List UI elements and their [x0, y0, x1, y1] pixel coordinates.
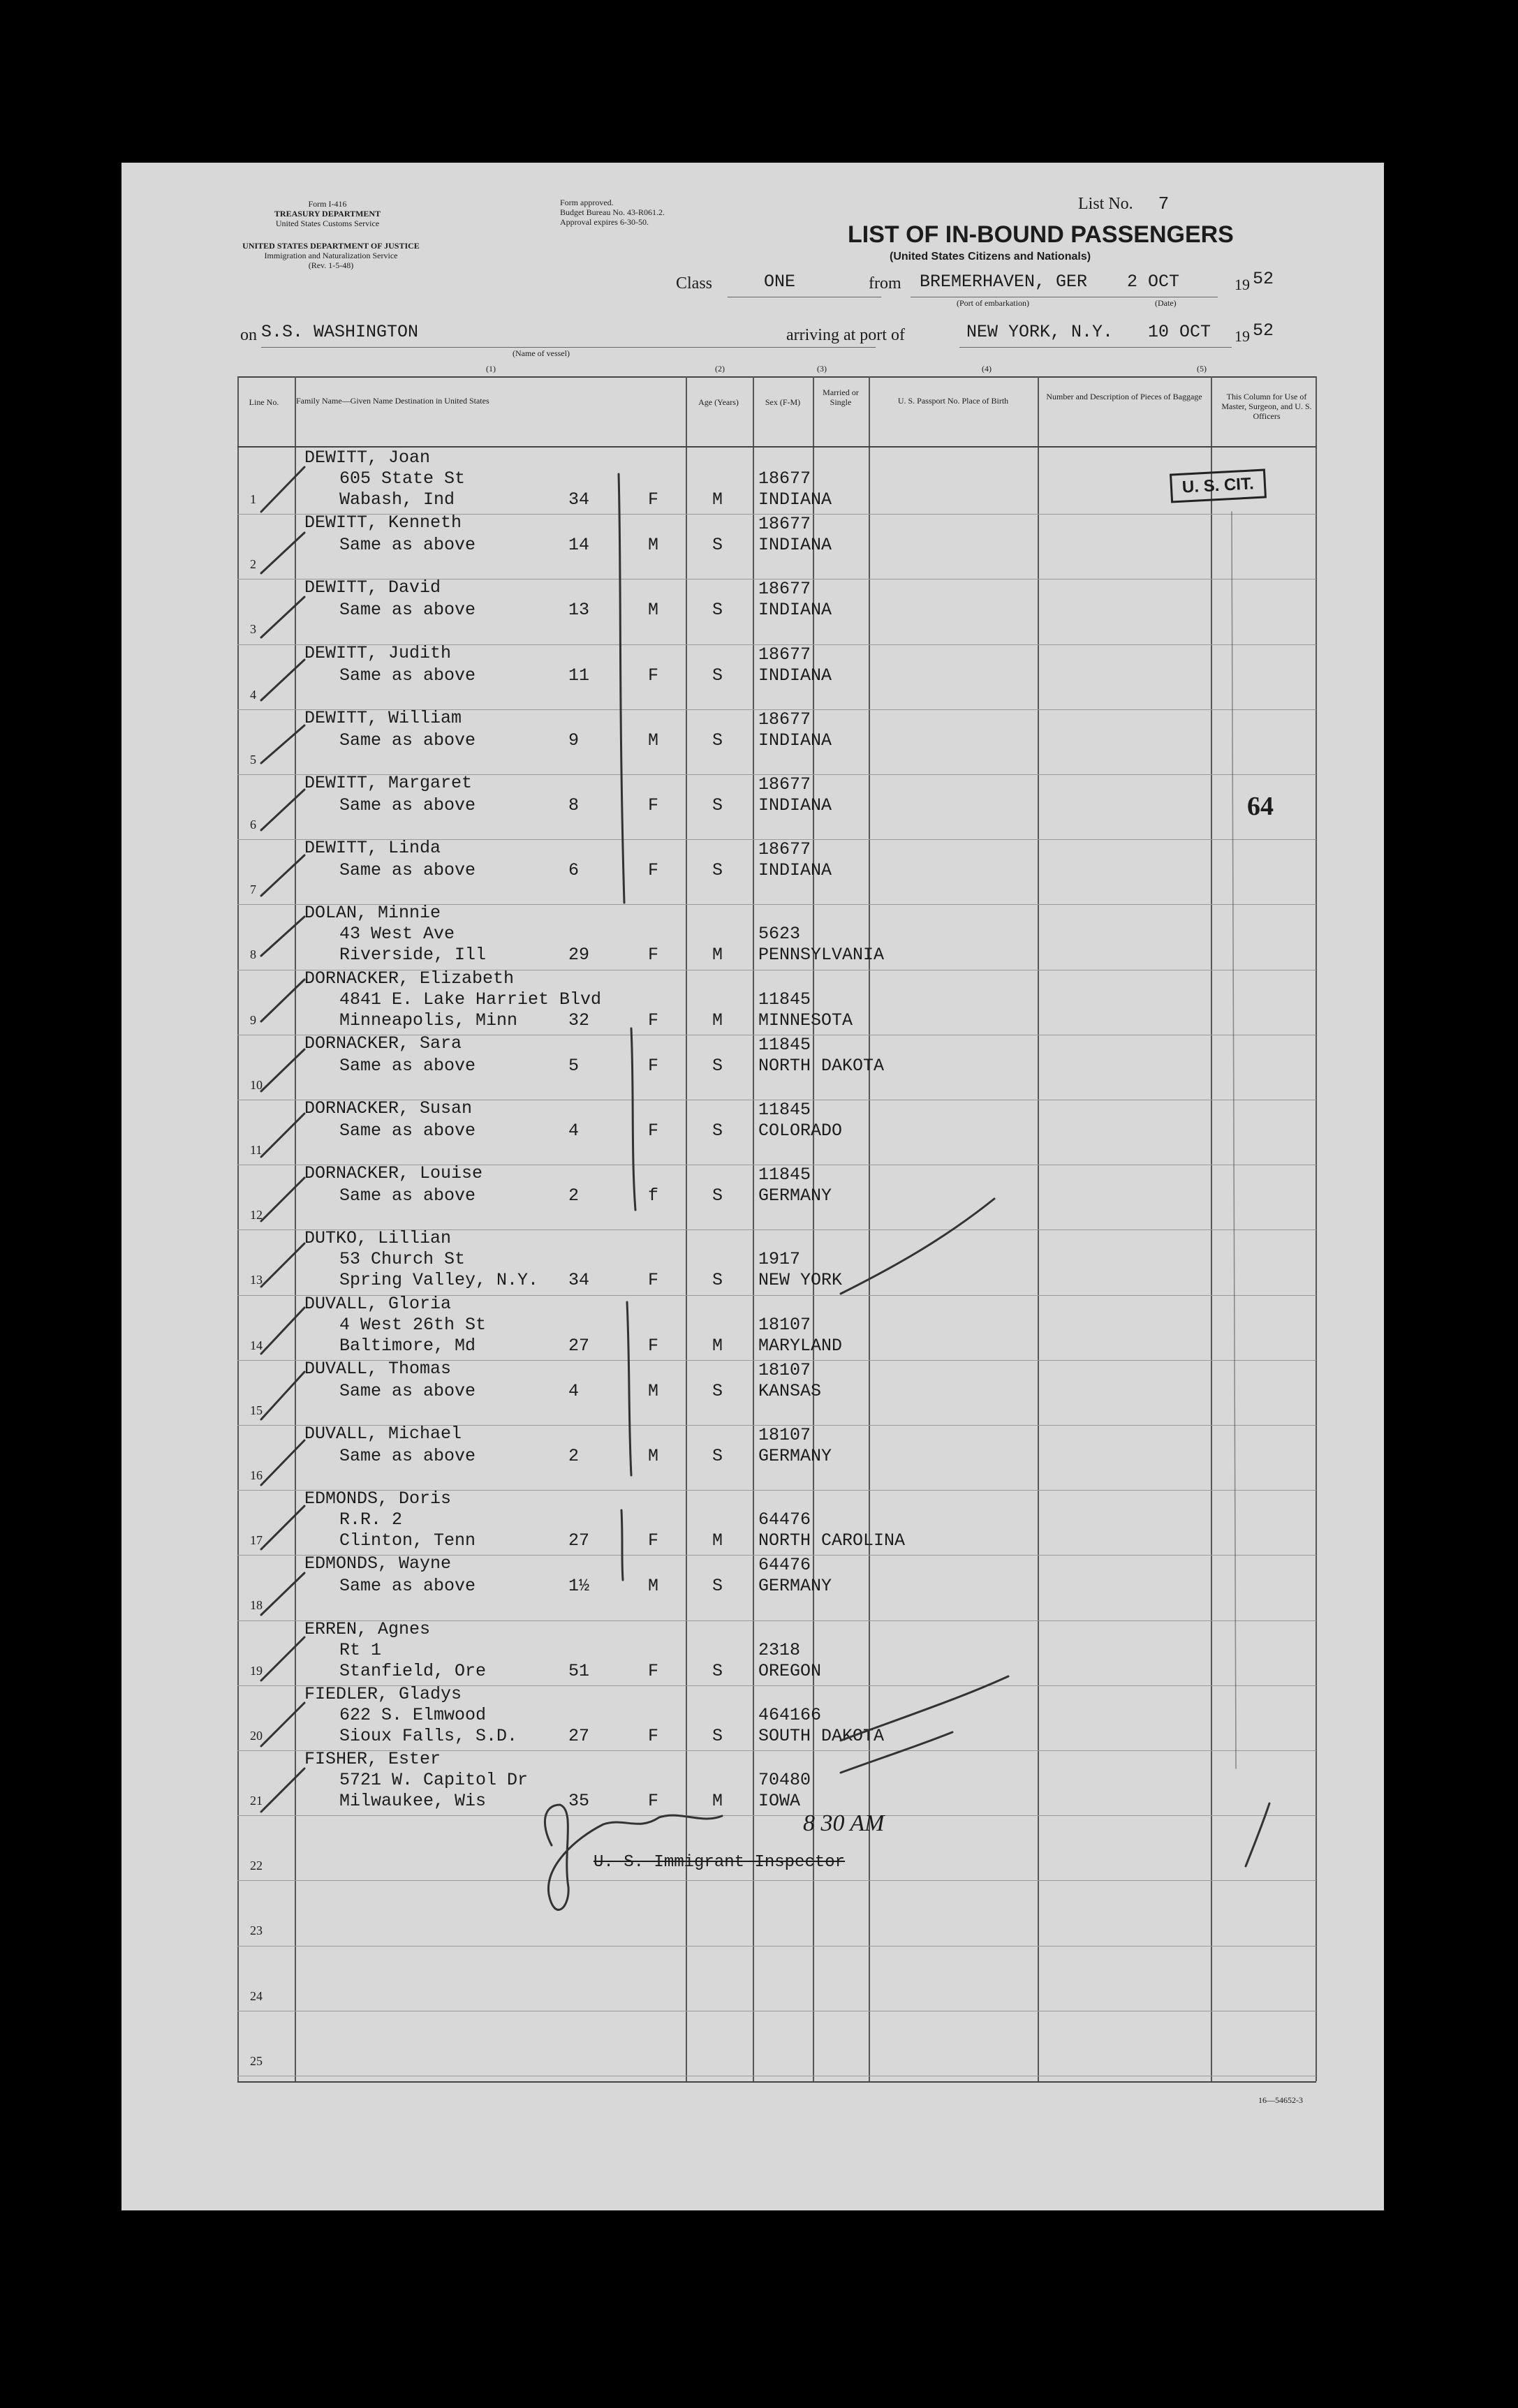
page-title: LIST OF IN-BOUND PASSENGERS	[848, 221, 1234, 248]
sex-value: F	[648, 1121, 659, 1141]
birth-place: MARYLAND	[758, 1335, 843, 1356]
age-value: 27	[568, 1335, 590, 1356]
sex-value: F	[648, 1010, 659, 1031]
destination-line: Sioux Falls, S.D.	[339, 1725, 518, 1746]
passenger-name: DEWITT, William	[304, 707, 462, 728]
birth-place: INDIANA	[758, 730, 832, 751]
age-value: 4	[568, 1121, 580, 1141]
passport-number: 18677	[758, 709, 811, 730]
destination-line: Same as above	[339, 1446, 476, 1466]
col-number: (3)	[817, 364, 827, 374]
justice-dept: UNITED STATES DEPARTMENT OF JUSTICE	[242, 241, 420, 251]
passport-number: 11845	[758, 989, 811, 1010]
line-number: 16	[250, 1468, 263, 1482]
handwritten-marks	[121, 163, 1384, 2210]
destination-line: 5721 W. Capitol Dr	[339, 1770, 529, 1790]
embark-port: BREMERHAVEN, GER	[920, 272, 1088, 292]
passport-number: 18677	[758, 644, 811, 665]
col-number: (4)	[982, 364, 992, 374]
birth-place: GERMANY	[758, 1576, 832, 1597]
marital-status: S	[712, 1725, 723, 1746]
age-value: 29	[568, 945, 590, 966]
line-number: 17	[250, 1533, 263, 1548]
line-number: 21	[250, 1794, 263, 1808]
sex-value: F	[648, 1660, 659, 1681]
sex-value: M	[648, 535, 659, 556]
sex-value: M	[648, 600, 659, 621]
age-value: 5	[568, 1055, 580, 1076]
destination-line: Same as above	[339, 860, 476, 881]
marital-status: S	[712, 1185, 723, 1206]
birth-place: INDIANA	[758, 665, 832, 686]
marital-status: S	[712, 860, 723, 881]
marital-status: M	[712, 1335, 723, 1356]
passport-number: 11845	[758, 1165, 811, 1185]
age-value: 34	[568, 1270, 590, 1291]
sex-value: F	[648, 1055, 659, 1076]
destination-line: Stanfield, Ore	[339, 1660, 487, 1681]
line-number: 8	[250, 947, 256, 962]
age-value: 2	[568, 1446, 580, 1466]
date-caption: (Date)	[1155, 298, 1177, 308]
list-no-value: 7	[1158, 193, 1170, 214]
marital-status: S	[712, 1446, 723, 1466]
line-number: 1	[250, 492, 256, 506]
age-value: 6	[568, 860, 580, 881]
destination-line: Same as above	[339, 1121, 476, 1141]
destination-line: Same as above	[339, 1055, 476, 1076]
sex-value: M	[648, 730, 659, 751]
age-value: 35	[568, 1791, 590, 1811]
destination-line: Wabash, Ind	[339, 489, 455, 510]
birth-place: INDIANA	[758, 489, 832, 510]
passport-number: 18677	[758, 839, 811, 860]
handwritten-64: 64	[1247, 792, 1274, 821]
destination-line: Same as above	[339, 535, 476, 556]
passenger-name: FISHER, Ester	[304, 1749, 441, 1769]
birth-place: INDIANA	[758, 535, 832, 556]
approval-line: Budget Bureau No. 43-R061.2.	[560, 207, 665, 217]
port-caption: (Port of embarkation)	[957, 298, 1029, 308]
line-number: 9	[250, 1012, 256, 1027]
line-number: 2	[250, 557, 256, 572]
destination-line: Riverside, Ill	[339, 945, 487, 966]
age-value: 27	[568, 1725, 590, 1746]
passenger-name: ERREN, Agnes	[304, 1618, 431, 1639]
line-number: 14	[250, 1338, 263, 1352]
col-header-age: Age (Years)	[698, 397, 739, 407]
destination-line: R.R. 2	[339, 1509, 403, 1530]
manifest-sheet	[121, 163, 1384, 2210]
passport-number: 2318	[758, 1639, 801, 1660]
passport-number: 464166	[758, 1704, 822, 1725]
destination-line: Spring Valley, N.Y.	[339, 1270, 539, 1291]
approval-line: Approval expires 6-30-50.	[560, 217, 649, 227]
sex-value: F	[648, 1530, 659, 1551]
passport-number: 18677	[758, 514, 811, 535]
destination-line: Rt 1	[339, 1639, 382, 1660]
passenger-name: EDMONDS, Doris	[304, 1489, 452, 1509]
marital-status: M	[712, 1010, 723, 1031]
birth-place: INDIANA	[758, 860, 832, 881]
sex-value: F	[648, 1335, 659, 1356]
marital-status: S	[712, 1660, 723, 1681]
page-subtitle: (United States Citizens and Nationals)	[890, 251, 1091, 263]
age-value: 34	[568, 489, 590, 510]
marital-status: M	[712, 489, 723, 510]
age-value: 2	[568, 1185, 580, 1206]
age-value: 27	[568, 1530, 590, 1551]
col-header-married: Married or Single	[823, 387, 859, 407]
sex-value: F	[648, 795, 659, 815]
passenger-name: FIEDLER, Gladys	[304, 1683, 462, 1704]
passenger-name: DEWITT, Linda	[304, 838, 441, 859]
sex-value: M	[648, 1380, 659, 1401]
passenger-name: DEWITT, Kenneth	[304, 512, 462, 533]
passport-number: 18107	[758, 1425, 811, 1445]
passport-number: 18677	[758, 468, 811, 489]
destination-line: Minneapolis, Minn	[339, 1010, 518, 1031]
line-number: 15	[250, 1403, 263, 1417]
sex-value: F	[648, 860, 659, 881]
line-number: 11	[250, 1143, 263, 1157]
age-value: 32	[568, 1010, 590, 1031]
destination-line: Same as above	[339, 1185, 476, 1206]
destination-line: Milwaukee, Wis	[339, 1791, 487, 1811]
age-value: 8	[568, 795, 580, 815]
passenger-name: DORNACKER, Louise	[304, 1163, 483, 1184]
ins-service: Immigration and Naturalization Service	[264, 251, 398, 260]
passenger-name: DORNACKER, Susan	[304, 1098, 473, 1118]
sex-value: M	[648, 1446, 659, 1466]
arrival-year: 52	[1253, 320, 1274, 341]
destination-line: Same as above	[339, 795, 476, 815]
col-header-baggage: Number and Description of Pieces of Baggage	[1046, 392, 1202, 401]
col-header-passport: U. S. Passport No. Place of Birth	[897, 396, 1009, 406]
vessel-name: S.S. WASHINGTON	[261, 322, 419, 342]
passenger-name: DUVALL, Thomas	[304, 1358, 452, 1379]
marital-status: M	[712, 1530, 723, 1551]
class-value: ONE	[764, 272, 796, 292]
line-number: 22	[250, 1859, 263, 1873]
passenger-name: DEWITT, Margaret	[304, 773, 473, 793]
marital-status: S	[712, 730, 723, 751]
age-value: 13	[568, 600, 590, 621]
passenger-name: DUVALL, Michael	[304, 1424, 462, 1444]
marital-status: S	[712, 1380, 723, 1401]
col-number: (2)	[715, 364, 725, 374]
marital-status: S	[712, 1121, 723, 1141]
line-number: 12	[250, 1208, 263, 1223]
passenger-name: DUTKO, Lillian	[304, 1228, 452, 1249]
vessel-caption: (Name of vessel)	[513, 348, 570, 358]
destination-line: 4 West 26th St	[339, 1314, 487, 1335]
destination-line: Clinton, Tenn	[339, 1530, 476, 1551]
marital-status: S	[712, 535, 723, 556]
passenger-name: DEWITT, Judith	[304, 642, 452, 663]
passport-number: 11845	[758, 1100, 811, 1120]
line-number: 6	[250, 818, 256, 832]
passenger-name: EDMONDS, Wayne	[304, 1553, 452, 1574]
destination-line: 605 State St	[339, 468, 466, 489]
age-value: 14	[568, 535, 590, 556]
passport-number: 5623	[758, 924, 801, 945]
col-number: (1)	[486, 364, 496, 374]
from-label: from	[869, 274, 901, 293]
destination-line: 622 S. Elmwood	[339, 1704, 487, 1725]
destination-line: Same as above	[339, 1576, 476, 1597]
line-number: 24	[250, 1988, 263, 2003]
sex-value: F	[648, 1270, 659, 1291]
destination-line: Same as above	[339, 1380, 476, 1401]
age-value: 4	[568, 1380, 580, 1401]
handwritten-time: 8 30 AM	[803, 1810, 885, 1836]
passport-number: 18677	[758, 579, 811, 600]
list-no-label: List No.	[1078, 195, 1133, 213]
col-number: (5)	[1197, 364, 1207, 374]
form-number: Form I-416	[308, 199, 347, 209]
line-number: 25	[250, 2053, 263, 2068]
birth-place: INDIANA	[758, 795, 832, 815]
birth-place: INDIANA	[758, 600, 832, 621]
passport-number: 18107	[758, 1314, 811, 1335]
birth-place: PENNSYLVANIA	[758, 945, 885, 966]
destination-line: 4841 E. Lake Harriet Blvd	[339, 989, 602, 1010]
birth-place: IOWA	[758, 1791, 801, 1811]
passenger-name: DORNACKER, Elizabeth	[304, 968, 515, 989]
passport-number: 64476	[758, 1509, 811, 1530]
embark-year-prefix: 19	[1235, 276, 1250, 293]
arriving-label: arriving at port of	[786, 326, 905, 344]
destination-line: 43 West Ave	[339, 924, 455, 945]
line-number: 19	[250, 1663, 263, 1678]
age-value: 11	[568, 665, 590, 686]
destination-line: Same as above	[339, 730, 476, 751]
age-value: 9	[568, 730, 580, 751]
line-number: 4	[250, 687, 256, 702]
birth-place: GERMANY	[758, 1185, 832, 1206]
line-number: 18	[250, 1598, 263, 1613]
line-number: 23	[250, 1923, 263, 1938]
col-header-official-use: This Column for Use of Master, Surgeon, and U. S. Officers	[1221, 392, 1312, 421]
line-number: 7	[250, 882, 256, 897]
on-label: on	[240, 326, 257, 344]
approval-line: Form approved.	[560, 198, 614, 207]
sex-value: f	[648, 1185, 659, 1206]
birth-place: NORTH CAROLINA	[758, 1530, 906, 1551]
sex-value: F	[648, 1791, 659, 1811]
passenger-name: DORNACKER, Sara	[304, 1033, 462, 1054]
destination-line: Same as above	[339, 600, 476, 621]
marital-status: S	[712, 1270, 723, 1291]
col-header-sex: Sex (F-M)	[765, 397, 801, 407]
passport-number: 70480	[758, 1770, 811, 1790]
birth-place: OREGON	[758, 1660, 822, 1681]
col-header-name: Family Name—Given Name Destination in United States	[296, 396, 489, 406]
us-citizen-stamp: U. S. CIT.	[1170, 468, 1267, 503]
customs-service: United States Customs Service	[275, 219, 380, 228]
destination-line: Baltimore, Md	[339, 1335, 476, 1356]
passport-number: 64476	[758, 1555, 811, 1576]
passport-number: 18677	[758, 774, 811, 795]
line-number: 5	[250, 752, 256, 767]
sex-value: F	[648, 665, 659, 686]
marital-status: S	[712, 1576, 723, 1597]
sex-value: F	[648, 945, 659, 966]
passport-number: 1917	[758, 1249, 801, 1270]
line-number: 20	[250, 1728, 263, 1743]
passport-number: 11845	[758, 1034, 811, 1055]
line-number: 10	[250, 1077, 263, 1092]
birth-place: MINNESOTA	[758, 1010, 853, 1031]
passport-number: 18107	[758, 1359, 811, 1380]
embark-year: 52	[1253, 269, 1274, 289]
marital-status: S	[712, 1055, 723, 1076]
sex-value: F	[648, 489, 659, 510]
destination-line: 53 Church St	[339, 1249, 466, 1270]
marital-status: M	[712, 945, 723, 966]
arrival-port: NEW YORK, N.Y.	[966, 322, 1114, 342]
birth-place: NEW YORK	[758, 1270, 843, 1291]
embark-date: 2 OCT	[1127, 272, 1180, 292]
birth-place: COLORADO	[758, 1121, 843, 1141]
birth-place: GERMANY	[758, 1446, 832, 1466]
marital-status: S	[712, 600, 723, 621]
marital-status: M	[712, 1791, 723, 1811]
revision: (Rev. 1-5-48)	[308, 260, 354, 270]
age-value: 51	[568, 1660, 590, 1681]
passenger-name: DEWITT, Joan	[304, 448, 431, 468]
class-label: Class	[676, 274, 713, 293]
inspector-label: U. S. Immigrant Inspector	[594, 1853, 846, 1872]
arrival-date: 10 OCT	[1148, 322, 1211, 342]
sex-value: F	[648, 1725, 659, 1746]
passenger-name: DEWITT, David	[304, 577, 441, 598]
marital-status: S	[712, 665, 723, 686]
passenger-name: DOLAN, Minnie	[304, 903, 441, 924]
birth-place: KANSAS	[758, 1380, 822, 1401]
arrival-year-prefix: 19	[1235, 327, 1250, 345]
birth-place: NORTH DAKOTA	[758, 1055, 885, 1076]
line-number: 13	[250, 1273, 263, 1287]
destination-line: Same as above	[339, 665, 476, 686]
col-header-line-no: Line No.	[249, 397, 279, 407]
birth-place: SOUTH DAKOTA	[758, 1725, 885, 1746]
treasury-dept: TREASURY DEPARTMENT	[274, 209, 381, 219]
passenger-name: DUVALL, Gloria	[304, 1293, 452, 1314]
form-code: 16—54652-3	[1258, 2095, 1303, 2105]
age-value: 1½	[568, 1576, 590, 1597]
line-number: 3	[250, 622, 256, 637]
sex-value: M	[648, 1576, 659, 1597]
marital-status: S	[712, 795, 723, 815]
